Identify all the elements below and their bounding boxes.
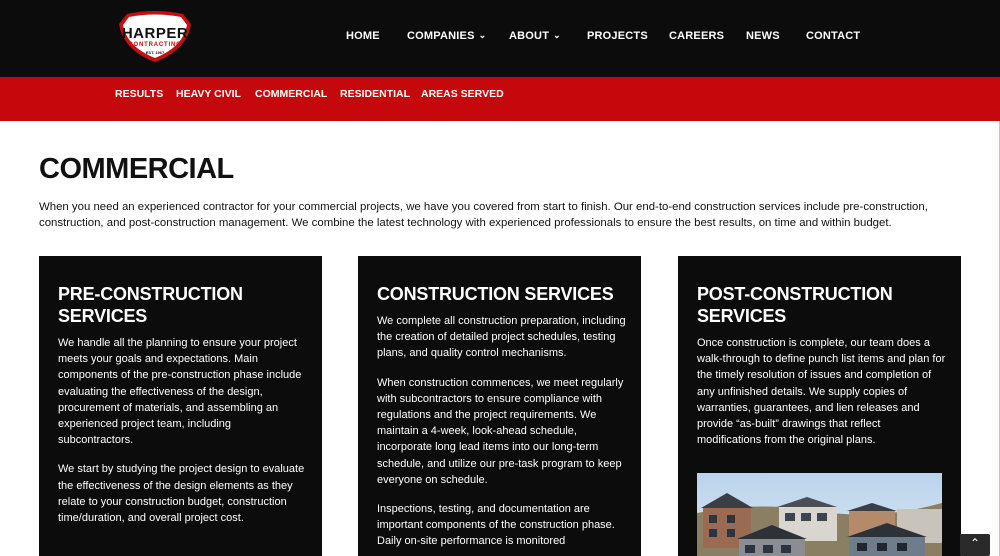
chevron-up-icon: ⌃ (969, 536, 981, 550)
nav-item-label: HOME (346, 30, 380, 42)
card-title: PRE-CONSTRUCTION SERVICES (58, 284, 243, 326)
nav-item-companies[interactable] (407, 30, 486, 42)
nav-item-home[interactable] (346, 30, 380, 42)
subnav-item-commercial[interactable]: COMMERCIAL (255, 88, 328, 100)
card-title: CONSTRUCTION SERVICES (377, 284, 614, 304)
page-title: COMMERCIAL (39, 153, 234, 185)
subnav-item-residential[interactable]: RESIDENTIAL (340, 88, 411, 100)
residential-buildings-photo (697, 473, 942, 556)
subnav-item-areas-served[interactable]: AREAS SERVED (421, 88, 504, 100)
nav-item-label: COMPANIES (407, 30, 475, 42)
logo-name: HARPER (121, 25, 189, 42)
card-body (377, 313, 627, 556)
top-navigation-bar (0, 0, 1000, 77)
card-paragraph: Once construction is complete, our team does a walk-through to define punch list items and plan for the timely resolution of issues and completion of any unfinished details. We supply copies of warranties, guarantees, and lien releases and provide “as-built” drawings that reflect modifications from the original plans. (697, 337, 946, 447)
nav-item-label: NEWS (746, 30, 780, 42)
sub-navigation-bar (0, 77, 1000, 121)
nav-item-careers[interactable] (669, 30, 724, 42)
card-paragraph: When construction commences, we meet regularly with subcontractors to ensure compliance with regulations and the project requirements. We maintain a 4-week, look-ahead schedule, incorporate long lead items into our long-term schedule, and utilize our pre-task program to keep everyone on schedule. (377, 376, 624, 486)
logo-subtitle: CONTRACTING (128, 42, 182, 48)
nav-item-news[interactable] (746, 30, 780, 42)
subnav-item-results[interactable]: RESULTS (115, 88, 164, 100)
nav-item-label: CONTACT (806, 30, 861, 42)
card-construction (358, 256, 641, 556)
harper-contracting-logo[interactable] (117, 10, 193, 64)
chevron-down-icon: ⌄ (553, 30, 561, 40)
card-paragraph: We start by studying the project design to evaluate the effectiveness of the design elements as they relate to your construction budget, construction time/duration, and overall project cost. (58, 463, 305, 525)
nav-item-about[interactable] (509, 30, 561, 42)
card-paragraph: We handle all the planning to ensure your project meets your goals and expectations. Main components of the pre-construction phase include evaluating the effectiveness of the design, procurement of materials, and assembling an experienced project team, including subcontractors. (58, 337, 302, 447)
subnav-item-heavy-civil[interactable]: HEAVY CIVIL (176, 88, 241, 100)
card-paragraph: We complete all construction preparation, including the creation of detailed project schedules, testing plans, and quality control mechanisms. (377, 315, 626, 360)
nav-item-contact[interactable] (806, 30, 860, 42)
card-title: POST-CONSTRUCTION SERVICES (697, 284, 893, 326)
intro-paragraph: When you need an experienced contractor for your commercial projects, we have you covered from start to finish. Our end-to-end construction services include pre-construction, construction, and post-construction management. We combine the latest technology with experienced professionals to ensure the best results, on time and within budget. (39, 201, 928, 229)
photo-illustration (697, 473, 942, 556)
scroll-to-top-button[interactable] (960, 534, 990, 556)
nav-item-projects[interactable] (587, 30, 648, 42)
nav-item-label: CAREERS (669, 30, 725, 42)
card-body (58, 335, 308, 539)
card-paragraph: Inspections, testing, and documentation are important components of the construction phase. Daily on-site performance is monitored (377, 503, 615, 548)
logo-established: EST. 1967 (145, 50, 165, 55)
chevron-down-icon: ⌄ (478, 30, 487, 40)
card-pre-construction (39, 256, 322, 556)
card-post-construction (678, 256, 961, 556)
card-body (697, 335, 947, 461)
nav-item-label: ABOUT (509, 30, 550, 42)
nav-item-label: PROJECTS (587, 30, 648, 42)
